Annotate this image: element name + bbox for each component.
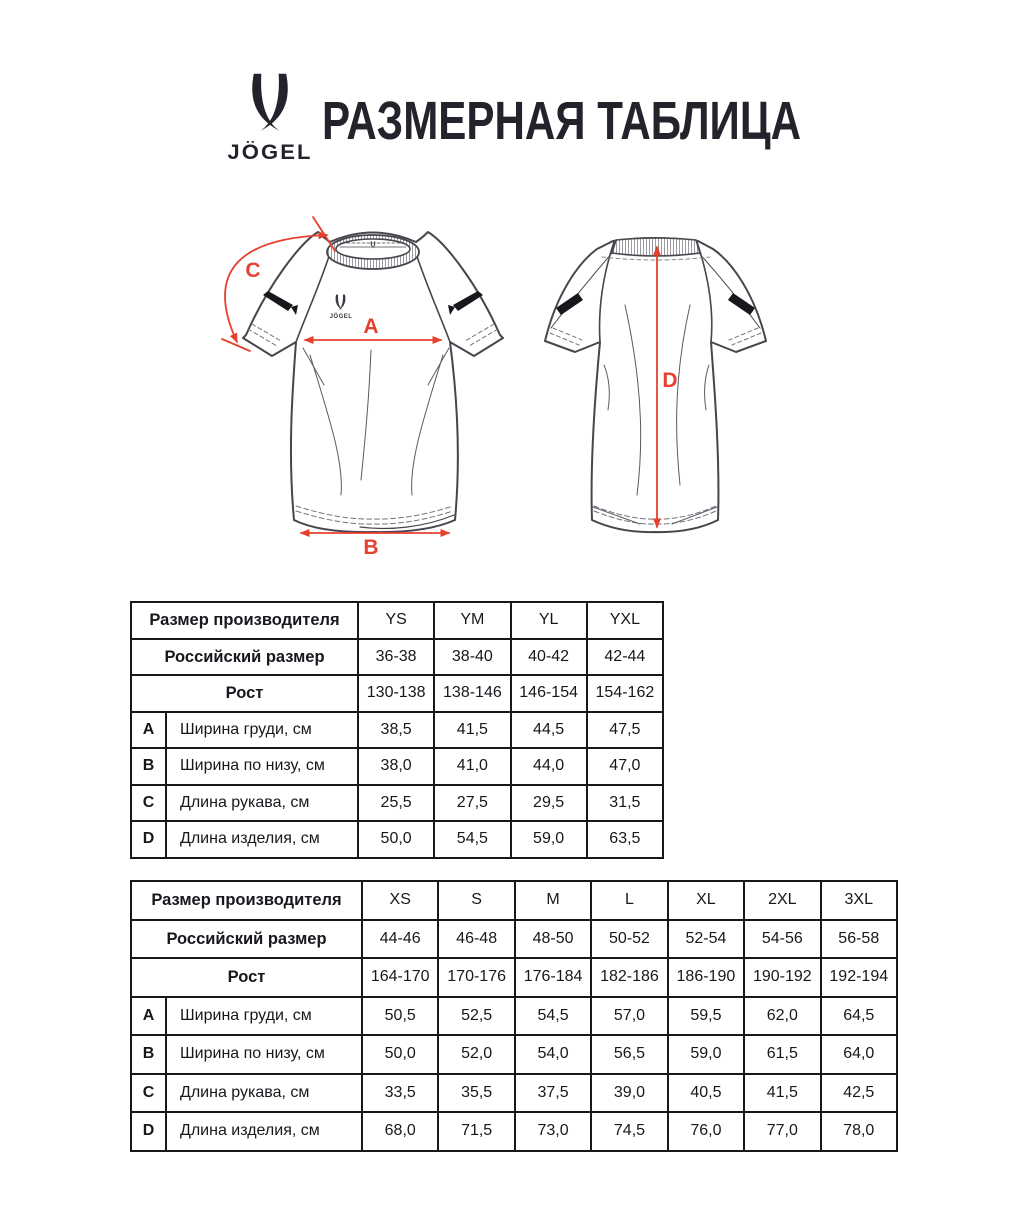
size-value-cell: 164-170: [362, 958, 438, 997]
table-header-row: [131, 920, 897, 959]
back-shirt-diagram: [545, 238, 766, 532]
measure-value-cell: 74,5: [591, 1112, 667, 1151]
table-measure-row: [131, 785, 663, 822]
measure-value-cell: 78,0: [821, 1112, 897, 1151]
measure-value-cell: 29,5: [511, 785, 587, 822]
size-value-cell: 186-190: [668, 958, 744, 997]
measure-value-cell: 44,0: [511, 748, 587, 785]
size-value-cell: 54-56: [744, 920, 820, 959]
brand-wordmark: JÖGEL: [227, 141, 313, 164]
measure-letter-cell: D: [131, 821, 166, 858]
measure-value-cell: 57,0: [591, 997, 667, 1036]
size-value-cell: 146-154: [511, 675, 587, 712]
measure-value-cell: 52,0: [438, 1035, 514, 1074]
size-value-cell: 3XL: [821, 881, 897, 920]
header-label-cell: Размер производителя: [131, 602, 358, 639]
table-measure-row: [131, 1112, 897, 1151]
measure-value-cell: 59,5: [668, 997, 744, 1036]
measure-value-cell: 54,0: [515, 1035, 591, 1074]
measure-letter-cell: B: [131, 1035, 166, 1074]
measure-label-cell: Длина рукава, см: [166, 785, 358, 822]
measure-value-cell: 77,0: [744, 1112, 820, 1151]
size-value-cell: 52-54: [668, 920, 744, 959]
size-value-cell: 138-146: [434, 675, 510, 712]
measure-letter-cell: A: [131, 997, 166, 1036]
table-measure-row: [131, 821, 663, 858]
header-label-cell: Размер производителя: [131, 881, 362, 920]
header-label-cell: Российский размер: [131, 920, 362, 959]
size-value-cell: 38-40: [434, 639, 510, 676]
measure-value-cell: 33,5: [362, 1074, 438, 1113]
table-measure-row: [131, 748, 663, 785]
size-value-cell: M: [515, 881, 591, 920]
size-value-cell: YS: [358, 602, 434, 639]
measure-label-cell: Длина изделия, см: [166, 821, 358, 858]
measure-letter-cell: B: [131, 748, 166, 785]
size-value-cell: 130-138: [358, 675, 434, 712]
measure-value-cell: 41,5: [744, 1074, 820, 1113]
measure-value-cell: 52,5: [438, 997, 514, 1036]
measure-label-cell: Ширина по низу, см: [166, 748, 358, 785]
size-value-cell: 182-186: [591, 958, 667, 997]
table-header-row: [131, 602, 663, 639]
back-shirt-outline: [545, 238, 766, 532]
measure-value-cell: 41,5: [434, 712, 510, 749]
measure-value-cell: 38,0: [358, 748, 434, 785]
jogel-logo-icon: [243, 70, 297, 138]
garment-measurement-diagram: [0, 195, 1024, 595]
size-value-cell: YM: [434, 602, 510, 639]
measure-value-cell: 63,5: [587, 821, 663, 858]
size-value-cell: 48-50: [515, 920, 591, 959]
size-value-cell: 40-42: [511, 639, 587, 676]
table-header-row: [131, 639, 663, 676]
size-value-cell: 154-162: [587, 675, 663, 712]
table-measure-row: [131, 1035, 897, 1074]
header-label-cell: Рост: [131, 958, 362, 997]
measure-label-cell: Длина изделия, см: [166, 1112, 362, 1151]
size-value-cell: 56-58: [821, 920, 897, 959]
size-value-cell: 36-38: [358, 639, 434, 676]
dimension-label-d: D: [662, 369, 678, 392]
measure-value-cell: 39,0: [591, 1074, 667, 1113]
size-value-cell: 192-194: [821, 958, 897, 997]
measure-value-cell: 40,5: [668, 1074, 744, 1113]
size-table-adult: [130, 880, 898, 1152]
size-value-cell: 42-44: [587, 639, 663, 676]
measure-value-cell: 56,5: [591, 1035, 667, 1074]
measure-value-cell: 41,0: [434, 748, 510, 785]
measure-value-cell: 61,5: [744, 1035, 820, 1074]
dimension-label-b: B: [363, 536, 379, 559]
measure-value-cell: 44,5: [511, 712, 587, 749]
size-value-cell: S: [438, 881, 514, 920]
measure-value-cell: 38,5: [358, 712, 434, 749]
size-value-cell: 170-176: [438, 958, 514, 997]
table-measure-row: [131, 712, 663, 749]
size-value-cell: 46-48: [438, 920, 514, 959]
size-value-cell: XL: [668, 881, 744, 920]
size-value-cell: 190-192: [744, 958, 820, 997]
measure-value-cell: 54,5: [434, 821, 510, 858]
brand-logo: [215, 70, 325, 165]
measure-value-cell: 31,5: [587, 785, 663, 822]
measure-value-cell: 35,5: [438, 1074, 514, 1113]
measure-value-cell: 64,0: [821, 1035, 897, 1074]
measure-value-cell: 50,0: [358, 821, 434, 858]
measure-value-cell: 73,0: [515, 1112, 591, 1151]
table-header-row: [131, 675, 663, 712]
header-label-cell: Рост: [131, 675, 358, 712]
size-value-cell: YXL: [587, 602, 663, 639]
measure-letter-cell: A: [131, 712, 166, 749]
measure-value-cell: 50,5: [362, 997, 438, 1036]
measure-letter-cell: C: [131, 1074, 166, 1113]
measure-value-cell: 37,5: [515, 1074, 591, 1113]
size-value-cell: 44-46: [362, 920, 438, 959]
size-value-cell: 2XL: [744, 881, 820, 920]
measure-value-cell: 76,0: [668, 1112, 744, 1151]
measure-letter-cell: C: [131, 785, 166, 822]
size-value-cell: 50-52: [591, 920, 667, 959]
measure-letter-cell: D: [131, 1112, 166, 1151]
svg-text:JÖGEL: JÖGEL: [329, 314, 353, 320]
measure-value-cell: 68,0: [362, 1112, 438, 1151]
header-label-cell: Российский размер: [131, 639, 358, 676]
measure-value-cell: 62,0: [744, 997, 820, 1036]
measure-value-cell: 47,5: [587, 712, 663, 749]
size-value-cell: L: [591, 881, 667, 920]
measure-value-cell: 42,5: [821, 1074, 897, 1113]
measure-value-cell: 25,5: [358, 785, 434, 822]
measure-label-cell: Длина рукава, см: [166, 1074, 362, 1113]
page-title: РАЗМЕРНАЯ ТАБЛИЦА: [322, 91, 802, 151]
table-measure-row: [131, 1074, 897, 1113]
measure-value-cell: 27,5: [434, 785, 510, 822]
dimension-label-c: C: [245, 259, 261, 282]
measure-value-cell: 71,5: [438, 1112, 514, 1151]
measure-value-cell: 54,5: [515, 997, 591, 1036]
dimension-label-a: A: [363, 315, 379, 338]
measure-value-cell: 47,0: [587, 748, 663, 785]
measure-label-cell: Ширина груди, см: [166, 712, 358, 749]
size-table-youth: [130, 601, 664, 859]
size-value-cell: XS: [362, 881, 438, 920]
measure-label-cell: Ширина груди, см: [166, 997, 362, 1036]
measure-value-cell: 64,5: [821, 997, 897, 1036]
table-header-row: [131, 881, 897, 920]
front-collar: [327, 235, 419, 269]
table-measure-row: [131, 997, 897, 1036]
measure-value-cell: 50,0: [362, 1035, 438, 1074]
measure-value-cell: 59,0: [668, 1035, 744, 1074]
front-shirt-outline: [243, 232, 503, 532]
table-header-row: [131, 958, 897, 997]
size-value-cell: 176-184: [515, 958, 591, 997]
size-value-cell: YL: [511, 602, 587, 639]
measure-value-cell: 59,0: [511, 821, 587, 858]
measure-label-cell: Ширина по низу, см: [166, 1035, 362, 1074]
front-shirt-diagram: [243, 232, 503, 532]
